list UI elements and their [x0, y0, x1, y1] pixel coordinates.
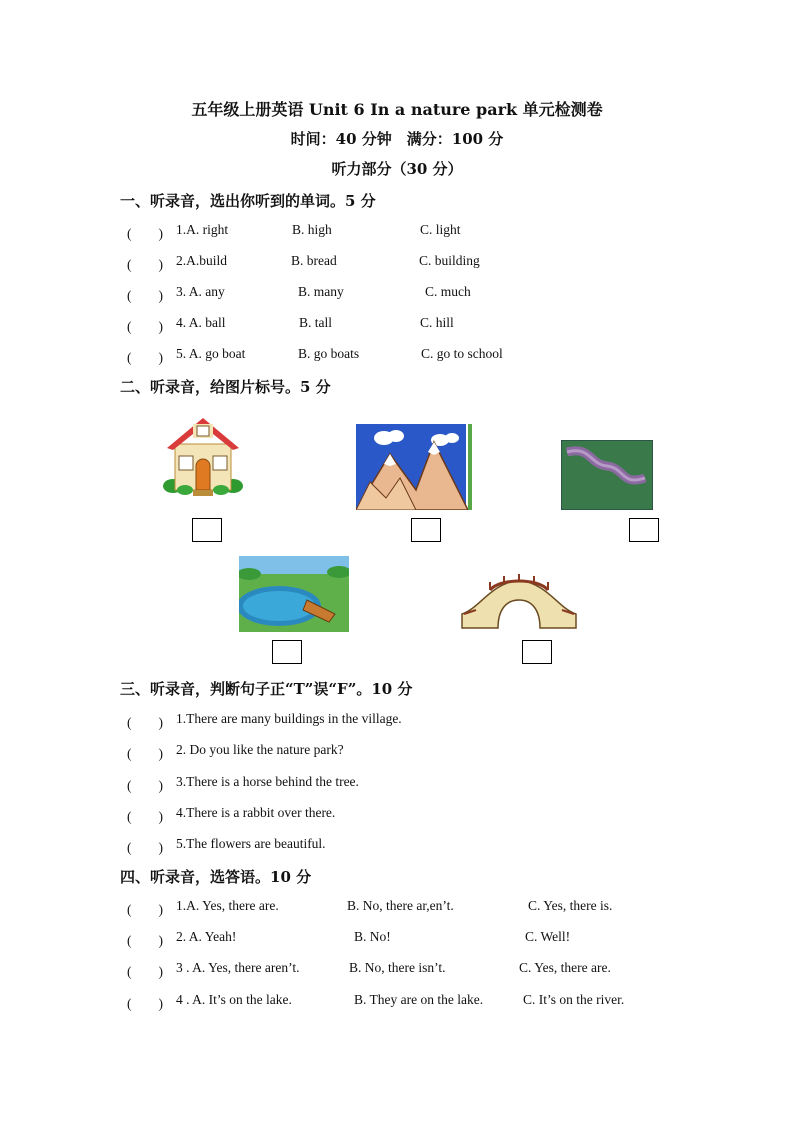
section-1-heading: 一、听录音，选出你听到的单词。5 分: [120, 192, 376, 210]
option-b: B. They are on the lake.: [354, 992, 484, 1007]
lake-boat-picture: [239, 556, 349, 632]
answer-box[interactable]: [411, 518, 441, 542]
mountains-picture: [356, 420, 474, 510]
option-c: C. light: [420, 222, 461, 237]
statement-text: 5.The flowers are beautiful.: [176, 836, 326, 851]
option-a: 2. A. Yeah!: [176, 929, 237, 944]
section-2-heading: 二、听录音，给图片标号。5 分: [120, 378, 331, 396]
answer-blank[interactable]: ( ): [127, 809, 163, 824]
option-b: B. high: [292, 222, 332, 237]
answer-blank[interactable]: ( ): [127, 902, 163, 917]
option-a: 5. A. go boat: [176, 346, 246, 361]
option-a: 1.A. Yes, there are.: [176, 898, 279, 913]
option-c: C. It’s on the river.: [523, 992, 625, 1007]
answer-blank[interactable]: ( ): [127, 746, 163, 761]
option-a: 1.A. right: [176, 222, 229, 237]
exam-title: 五年级上册英语 Unit 6 In a nature park 单元检测卷: [191, 100, 603, 119]
option-a: 3 . A. Yes, there aren’t.: [176, 960, 300, 975]
answer-blank[interactable]: ( ): [127, 226, 163, 241]
answer-box[interactable]: [192, 518, 222, 542]
section-3-heading: 三、听录音，判断句子正“T”误“F”。10 分: [120, 680, 413, 698]
answer-blank[interactable]: ( ): [127, 319, 163, 334]
bridge-picture: [460, 564, 578, 630]
section-4-heading: 四、听录音，选答语。10 分: [120, 868, 312, 886]
option-c: C. go to school: [421, 346, 503, 361]
answer-blank[interactable]: ( ): [127, 288, 163, 303]
option-b: B. No, there ar,en’t.: [347, 898, 454, 913]
answer-blank[interactable]: ( ): [127, 933, 163, 948]
option-c: C. hill: [420, 315, 454, 330]
listening-part-heading: 听力部分（30 分）: [331, 160, 463, 178]
answer-blank[interactable]: ( ): [127, 350, 163, 365]
answer-blank[interactable]: ( ): [127, 257, 163, 272]
option-a: 2.A.build: [176, 253, 228, 268]
statement-text: 3.There is a horse behind the tree.: [176, 774, 359, 789]
option-c: C. Yes, there is.: [528, 898, 613, 913]
statement-text: 1.There are many buildings in the village.: [176, 711, 402, 726]
option-b: B. No, there isn’t.: [349, 960, 446, 975]
time-score-line: 时间：40 分钟 满分：100 分: [290, 130, 504, 148]
answer-box[interactable]: [522, 640, 552, 664]
option-b: B. tall: [299, 315, 332, 330]
answer-box[interactable]: [629, 518, 659, 542]
option-b: B. many: [298, 284, 344, 299]
option-b: B. go boats: [298, 346, 360, 361]
answer-blank[interactable]: ( ): [127, 964, 163, 979]
answer-box[interactable]: [272, 640, 302, 664]
answer-blank[interactable]: ( ): [127, 996, 163, 1011]
option-b: B. bread: [291, 253, 337, 268]
option-a: 4 . A. It’s on the lake.: [176, 992, 292, 1007]
option-c: C. Well!: [525, 929, 571, 944]
statement-text: 2. Do you like the nature park?: [176, 742, 344, 757]
house-picture: [163, 414, 243, 498]
option-c: C. much: [425, 284, 471, 299]
river-picture: [561, 440, 653, 510]
option-b: B. No!: [354, 929, 391, 944]
option-c: C. building: [419, 253, 480, 268]
answer-blank[interactable]: ( ): [127, 778, 163, 793]
option-a: 3. A. any: [176, 284, 225, 299]
option-a: 4. A. ball: [176, 315, 226, 330]
answer-blank[interactable]: ( ): [127, 840, 163, 855]
statement-text: 4.There is a rabbit over there.: [176, 805, 336, 820]
option-c: C. Yes, there are.: [519, 960, 611, 975]
answer-blank[interactable]: ( ): [127, 715, 163, 730]
